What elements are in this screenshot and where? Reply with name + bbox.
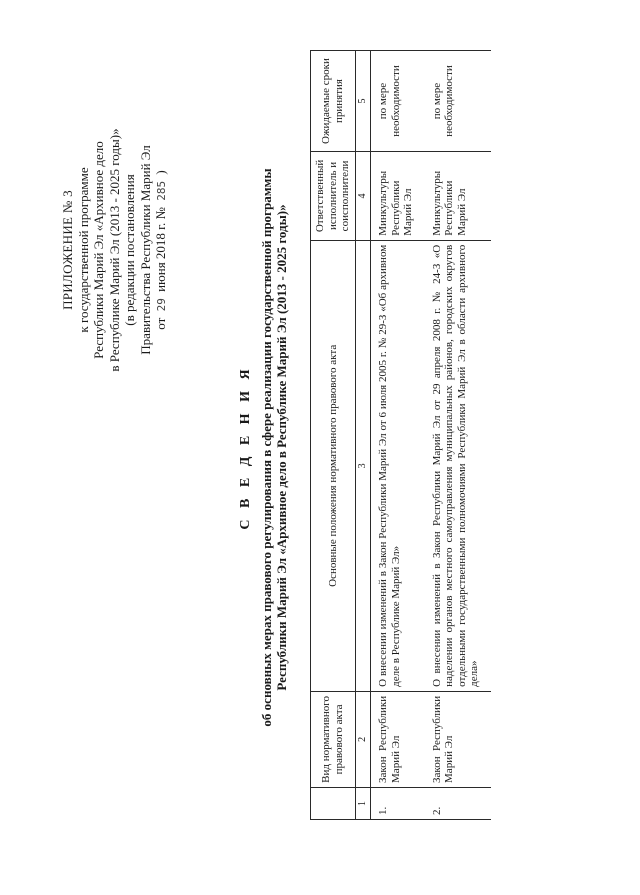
appendix-line: в Республике Марий Эл (2013 - 2025 годы)» xyxy=(106,128,122,372)
column-number: 4 xyxy=(355,152,371,241)
term-cell: по мере необходимости xyxy=(425,51,491,152)
provisions-cell: О внесении изменений в Закон Республики Марий Эл от 6 июля 2005 г. № 29-З «Об архивном деле в Республике Марий Эл» xyxy=(371,240,425,691)
date-middle: июня 2018 г. № xyxy=(153,207,168,292)
appendix-line: (в редакции постановления xyxy=(122,174,137,326)
title-line: об основных мерах правового регулирования в сфере реализации государственной программы xyxy=(258,168,274,727)
title-heading: С В Е Д Е Н И Я xyxy=(238,365,253,530)
appendix-line: Республики Марий Эл «Архивное дело xyxy=(91,141,106,359)
table-header-row xyxy=(311,51,356,820)
column-number: 1 xyxy=(355,787,371,819)
date-prefix: от xyxy=(153,317,168,330)
document-title xyxy=(238,80,290,815)
date-suffix: ) xyxy=(153,170,168,175)
appendix-line: Правительства Республики Марий Эл xyxy=(137,145,153,355)
table-row xyxy=(371,51,425,820)
date-day: 29 xyxy=(155,298,168,312)
column-header: Ожидаемые сроки принятия xyxy=(311,51,356,152)
column-number-row xyxy=(355,51,371,820)
column-number: 3 xyxy=(355,240,371,691)
column-header: Ответственный исполнитель и соисполнители xyxy=(311,152,356,241)
date-number: 285 xyxy=(155,180,168,201)
responsible-cell: Минкультуры Республики Марий Эл xyxy=(425,152,491,241)
column-header: Основные положения нормативного правового акта xyxy=(311,240,356,691)
appendix-line: к государственной программе xyxy=(75,167,91,333)
row-number: 1. xyxy=(371,787,425,819)
measures-table xyxy=(310,50,491,820)
act-type-cell: Закон Республики Марий Эл xyxy=(425,691,491,787)
column-header: Вид нормативного правового акта xyxy=(311,691,356,787)
appendix-note xyxy=(60,105,170,395)
row-number: 2. xyxy=(425,787,491,819)
appendix-date-line xyxy=(153,105,170,395)
table-row xyxy=(425,51,491,820)
column-number: 2 xyxy=(355,691,371,787)
title-line: Республики Марий Эл «Архивное дело в Республике Марий Эл (2013 - 2025 годы)» xyxy=(274,204,289,691)
responsible-cell: Минкультуры Республики Марий Эл xyxy=(371,152,425,241)
provisions-cell: О внесении изменений в Закон Республики Марий Эл от 29 апреля 2008 г. № 24-З «О наделении органов местного самоуправления муниципальных районов, городских округов отдельными государственными полномочиями Республики Марий Эл в области архивного дела» xyxy=(425,240,491,691)
act-type-cell: Закон Республики Марий Эл xyxy=(371,691,425,787)
column-header xyxy=(311,787,356,819)
term-cell: по мере необходимости xyxy=(371,51,425,152)
appendix-title: ПРИЛОЖЕНИЕ № 3 xyxy=(60,190,75,310)
column-number: 5 xyxy=(355,51,371,152)
